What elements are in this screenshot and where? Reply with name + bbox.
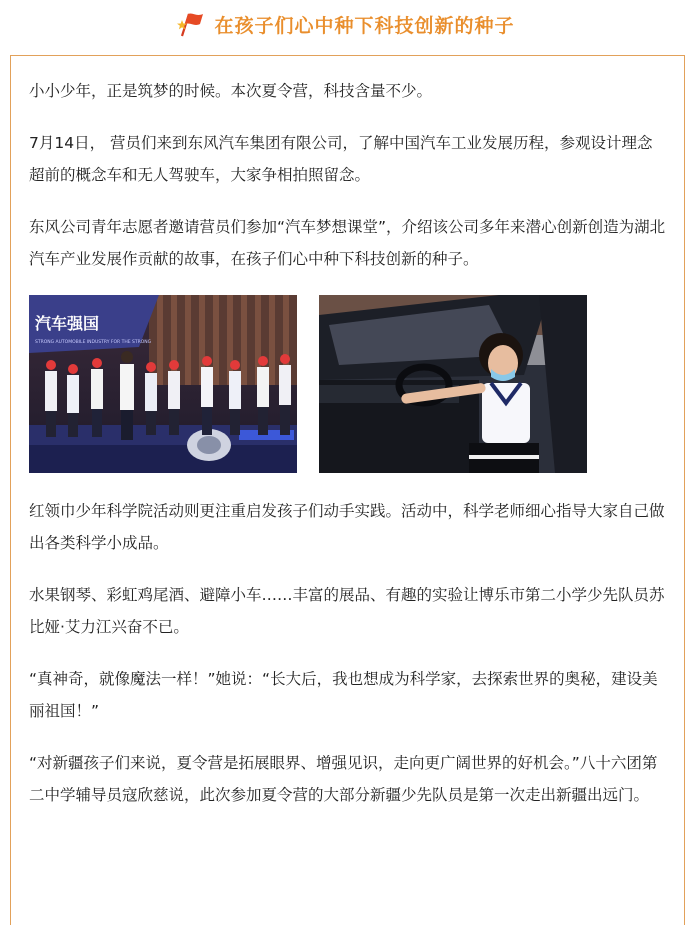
- photo-row: [29, 295, 666, 473]
- red-flag-icon: [176, 11, 204, 37]
- paragraph: 红领巾少年科学院活动则更注重启发孩子们动手实践。活动中，科学老师细心指导大家自己做出各类科学小成品。: [29, 502, 665, 552]
- paragraph: “对新疆孩子们来说，夏令营是拓展眼界、增强见识，走向更广阔世界的好机会。”八十六团第二中学辅导员寇欣慈说，此次参加夏令营的大部分新疆少先队员是第一次走出新疆出远门。: [29, 754, 658, 804]
- paragraph: 小小少年，正是筑梦的时候。本次夏令营，科技含量不少。: [29, 82, 433, 100]
- photo-girl-in-car: [319, 295, 587, 473]
- paragraph: 水果钢琴、彩虹鸡尾酒、避障小车……丰富的展品、有趣的实验让博乐市第二小学少先队员苏比娅·艾力江兴奋不已。: [29, 586, 665, 636]
- paragraph: “真神奇，就像魔法一样！”她说：“长大后，我也想成为科学家，去探索世界的奥秘，建设美丽祖国！”: [29, 670, 658, 720]
- paragraph: 东风公司青年志愿者邀请营员们参加“汽车梦想课堂”，介绍该公司多年来潜心创新创造为湖北汽车产业发展作贡献的故事，在孩子们心中种下科技创新的种子。: [29, 218, 666, 268]
- paragraph: 7月14日， 营员们来到东风汽车集团有限公司，了解中国汽车工业发展历程，参观设计理念超前的概念车和无人驾驶车，大家争相拍照留念。: [29, 134, 653, 184]
- exhibit-sign-subtext: STRONG AUTOMOBILE INDUSTRY FOR THE STRONG: [35, 340, 152, 345]
- article-title: 在孩子们心中种下科技创新的种子: [214, 14, 515, 37]
- article-header: [0, 0, 691, 48]
- exhibit-sign-text: 汽车强国: [35, 314, 100, 333]
- article-body: [10, 55, 685, 925]
- photo-exhibition-hall: [29, 295, 297, 473]
